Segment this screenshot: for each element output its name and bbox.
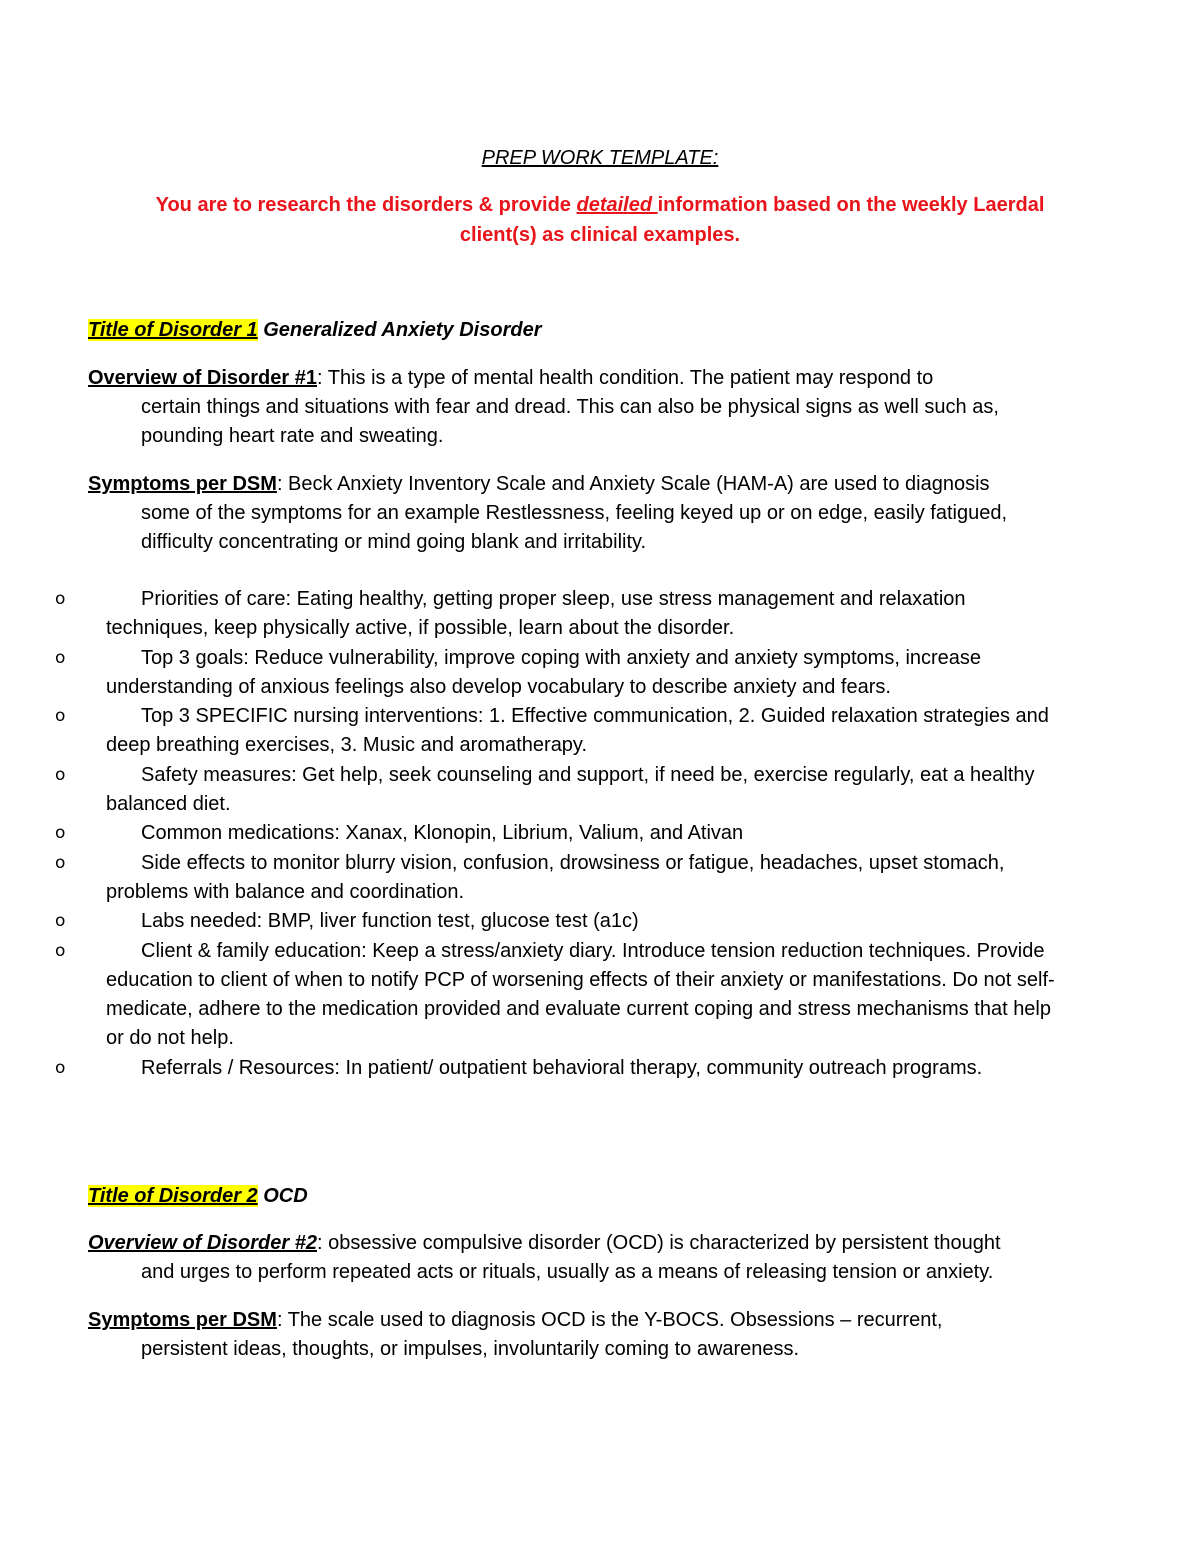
list-item-text: Top 3 goals: Reduce vulnerability, improve coping with anxiety and anxiety symptoms, increase understanding of anxious feelings also develop vocabulary to describe anxiety and fears. bbox=[106, 646, 982, 698]
list-item-text: Priorities of care: Eating healthy, getting proper sleep, use stress management and relaxation techniques, keep physically active, if possible, learn about the disorder. bbox=[106, 588, 966, 640]
bullet-marker: o bbox=[55, 764, 66, 785]
bullet-marker: o bbox=[55, 706, 66, 727]
disorder1-title-label: Title of Disorder 1 bbox=[88, 319, 258, 341]
list-item bbox=[0, 907, 1066, 936]
disorder1-overview-rest: certain things and situations with fear and dread. This can also be physical signs as well such as, pounding heart rate and sweating. bbox=[141, 396, 999, 447]
disorder2-symptoms-rest: persistent ideas, thoughts, or impulses, involuntarily coming to awareness. bbox=[141, 1338, 800, 1360]
disorder1-symptoms bbox=[88, 470, 1068, 557]
list-item bbox=[0, 937, 1066, 1054]
bullet-marker: o bbox=[55, 852, 66, 873]
disorder1-symptoms-first: : Beck Anxiety Inventory Scale and Anxiety Scale (HAM-A) are used to diagnosis bbox=[276, 473, 990, 495]
disorder2-symptoms-first: : The scale used to diagnosis OCD is the Y-BOCS. Obsessions – recurrent, bbox=[276, 1309, 943, 1331]
disorder1-care-list bbox=[0, 585, 1200, 1083]
disorder1-overview-label: Overview of Disorder #1 bbox=[88, 367, 317, 389]
list-item bbox=[0, 644, 1066, 703]
bullet-marker: o bbox=[55, 940, 66, 961]
disorder1-symptoms-rest: some of the symptoms for an example Restlessness, feeling keyed up or on edge, easily fatigued, difficulty concentrating or mind going blank and irritability. bbox=[141, 502, 1008, 553]
list-item bbox=[0, 585, 1066, 644]
disorder1-title-value: Generalized Anxiety Disorder bbox=[257, 319, 542, 341]
list-item-text: Labs needed: BMP, liver function test, glucose test (a1c) bbox=[141, 910, 639, 933]
disorder2-title-value: OCD bbox=[257, 1185, 308, 1207]
disorder2-overview-rest: and urges to perform repeated acts or rituals, usually as a means of releasing tension or anxiety. bbox=[141, 1261, 994, 1283]
list-item bbox=[0, 761, 1066, 820]
disorder2-overview bbox=[88, 1229, 1068, 1287]
disorder2-title-label: Title of Disorder 2 bbox=[88, 1185, 258, 1207]
bullet-marker: o bbox=[55, 911, 66, 932]
list-item-text: Referrals / Resources: In patient/ outpatient behavioral therapy, community outreach programs. bbox=[141, 1056, 983, 1079]
list-item bbox=[0, 1054, 1066, 1083]
list-item bbox=[0, 702, 1066, 761]
disorder1-overview bbox=[88, 364, 1068, 451]
bullet-marker: o bbox=[55, 647, 66, 668]
disorder2-overview-label: Overview of Disorder #2 bbox=[88, 1232, 317, 1254]
disorder2-symptoms bbox=[88, 1306, 1068, 1364]
list-item-text: Safety measures: Get help, seek counseling and support, if need be, exercise regularly, eat a healthy balanced diet. bbox=[106, 763, 1035, 816]
list-item-text: Side effects to monitor blurry vision, confusion, drowsiness or fatigue, headaches, upset stomach, problems with balance and coordination. bbox=[106, 851, 1005, 903]
instruction-before: You are to research the disorders & provide bbox=[155, 194, 577, 216]
disorder1-symptoms-label: Symptoms per DSM bbox=[88, 473, 277, 495]
disorder1-overview-first: : This is a type of mental health condition. The patient may respond to bbox=[316, 367, 934, 389]
disorder2-symptoms-label: Symptoms per DSM bbox=[88, 1309, 277, 1331]
disorder2-title bbox=[88, 1181, 308, 1211]
instruction-text bbox=[130, 190, 1070, 250]
document-title: PREP WORK TEMPLATE: bbox=[481, 147, 719, 169]
list-item-text: Client & family education: Keep a stress/anxiety diary. Introduce tension reduction techniques. Provide education to client of when to notify PCP of worsening effects of their anxiety or manifestations. Do not self- medicate, adhere to the medication provided and evaluate current coping and stress mechanisms that help or do not help. bbox=[106, 939, 1055, 1050]
bullet-marker: o bbox=[55, 1057, 66, 1078]
list-item bbox=[0, 819, 1066, 848]
list-item-text: Common medications: Xanax, Klonopin, Librium, Valium, and Ativan bbox=[141, 822, 744, 845]
bullet-marker: o bbox=[55, 823, 66, 844]
list-item-text: Top 3 SPECIFIC nursing interventions: 1. Effective communication, 2. Guided relaxation strategies and deep breathing exercises, 3. Music and aromatherapy. bbox=[106, 705, 1049, 757]
disorder1-title bbox=[88, 315, 541, 345]
disorder2-overview-first: : obsessive compulsive disorder (OCD) is characterized by persistent thought bbox=[316, 1232, 1001, 1254]
instruction-emphasis: detailed bbox=[576, 194, 658, 216]
instruction-after: information based on the weekly Laerdal client(s) as clinical examples. bbox=[459, 194, 1045, 246]
bullet-marker: o bbox=[55, 589, 66, 609]
list-item bbox=[0, 849, 1066, 908]
